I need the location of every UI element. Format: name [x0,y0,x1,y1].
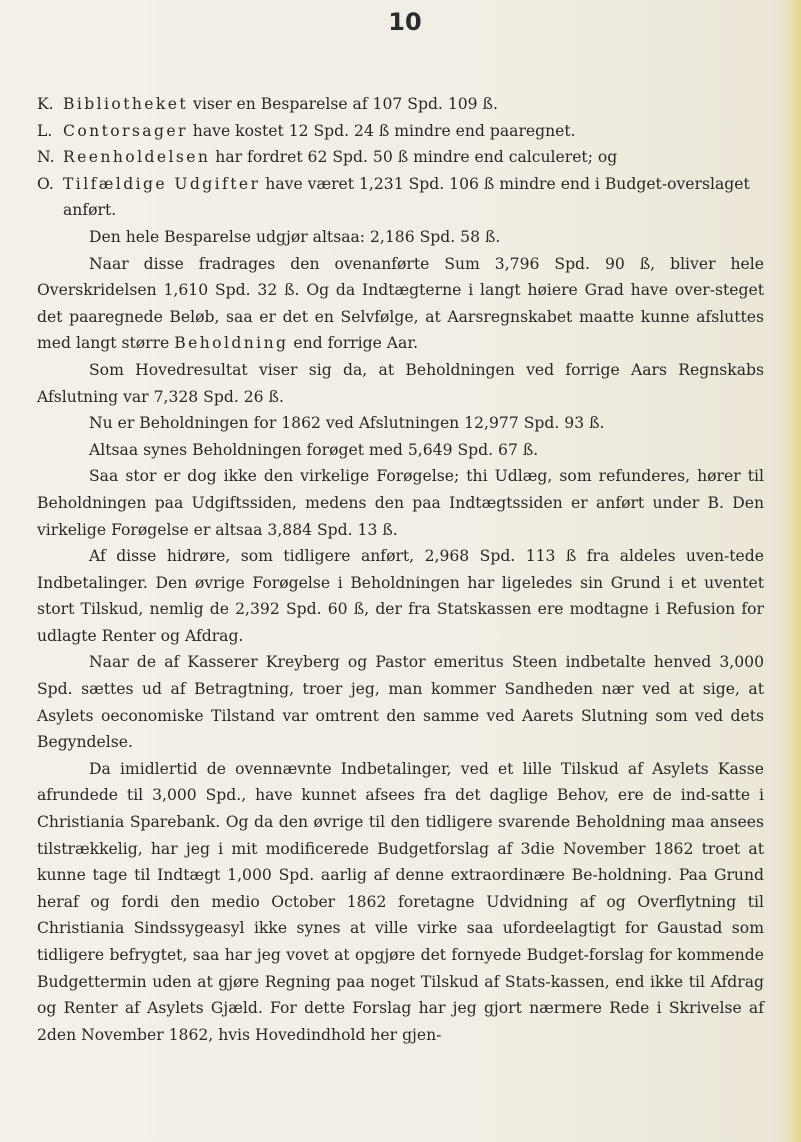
paragraph-total-savings: Den hele Besparelse udgjør altsaa: 2,186 Spd. 58 ß. [89,227,501,246]
spaced-term: Reenholdelsen [63,148,211,167]
list-item [37,171,764,224]
spaced-term: Tilfældige Udgifter [63,174,261,193]
paragraph-budget-proposal: Da imidlertid de ovennævnte Indbetalinger, ved et lille Tilskud af Asylets Kasse afrundede til 3,000 Spd., have kunnet afsees fra det daglige Behov, ere de ind-satte i Christiania Sparebank. Og da den øvrige til den tidligere svarende Beholdning maa ansees tilstrækkelig, har jeg i mit modificerede Budgetforslag af 3die November 1862 troet at kunne tage til Indtægt 1,000 Spd. aarlig af denne extraordinære Be-holdning. Paa Grund heraf og fordi den medio October 1862 foretagne Udvidning af og Overflytning til Christiania Sindssygeasyl ikke synes at ville virke saa ufordeelagtigt for Gaustad som tidligere befrygtet, saa har jeg vovet at opgjøre det fornyede Budget-forslag for kommende Budgettermin uden at gjøre Regning paa noget Tilskud af Stats-kassen, end ikke til Afdrag og Renter af Asylets Gjæld. For dette Forslag har jeg gjort nærmere Rede i Skrivelse af 2den November 1862, hvis Hovedindhold her gjen- [37,759,764,1044]
paragraph-kreyberg-steen: Naar de af Kasserer Kreyberg og Pastor emeritus Steen indbetalte henved 3,000 Spd. sættes ud af Betragtning, troer jeg, man kommer Sandheden nær ved at sige, at Asylets oeconomiske Tilstand var omtrent den samme ved Aarets Slutning som ved dets Begyndelse. [37,653,764,752]
body-text [37,91,764,1048]
list-item [37,118,764,145]
spaced-term: Bibliotheket [63,95,189,113]
list-letter: L. [37,121,53,140]
paragraph-text: end forrige Aar. [288,334,419,353]
list-rest: viser en Besparelse af 107 Spd. 109 ß. [188,95,498,113]
page-number: 10 [388,8,422,36]
list-letter: O. [37,174,54,193]
list-letter: N. [37,148,55,167]
list-item [37,91,764,118]
paragraph-text: Naar disse fradrages den ovenanførte Sum 3,796 Spd. 90 ß, bliver hele Overskridelsen 1,610 Spd. 32 ß. Og da Indtægterne i langt høiere Grad have over-steget det paaregnede Beløb, saa er det en Selvfølge, at Aarsregnskabet maatte kunne afsluttes med langt større [37,254,764,353]
list-rest: have kostet 12 Spd. 24 ß mindre end paaregnet. [187,121,576,140]
spaced-term: Contorsager [63,121,188,140]
paragraph-overspend [37,251,764,357]
list-text [63,144,764,171]
list-rest: har fordret 62 Spd. 50 ß mindre end calculeret; og [210,148,618,167]
paragraph-holding-1862: Nu er Beholdningen for 1862 ved Afslutningen 12,977 Spd. 93 ß. [89,414,605,433]
list-item [37,144,764,171]
paragraph-real-increase: Saa stor er dog ikke den virkelige Forøgelse; thi Udlæg, som refunderes, hører til Beholdningen paa Udgiftssiden, medens den paa Indtægtssiden er anført under B. Den virkelige Forøgelse er altsaa 3,884 Spd. 13 ß. [37,467,764,539]
spaced-term: Beholdning [174,334,289,353]
list-text [63,91,764,118]
page-edge [783,0,801,1142]
savings-list [37,91,764,224]
paragraph-main-result: Som Hovedresultat viser sig da, at Beholdningen ved forrige Aars Regnskabs Afslutning var 7,328 Spd. 26 ß. [37,360,764,406]
paragraph-unexpected-payments: Af disse hidrøre, som tidligere anført, 2,968 Spd. 113 ß fra aldeles uven-tede Indbetalinger. Den øvrige Forøgelse i Beholdningen har ligeledes sin Grund i et uventet stort Tilskud, nemlig de 2,392 Spd. 60 ß, der fra Statskassen ere modtagne i Refusion for udlagte Renter og Afdrag. [37,547,764,645]
list-letter: K. [37,95,54,113]
list-text [63,171,764,224]
list-rest: have været 1,231 Spd. 106 ß mindre end i Budget-overslaget anført. [63,174,750,220]
list-text [63,118,764,145]
paragraph-holding-increase: Altsaa synes Beholdningen forøget med 5,649 Spd. 67 ß. [89,440,539,459]
